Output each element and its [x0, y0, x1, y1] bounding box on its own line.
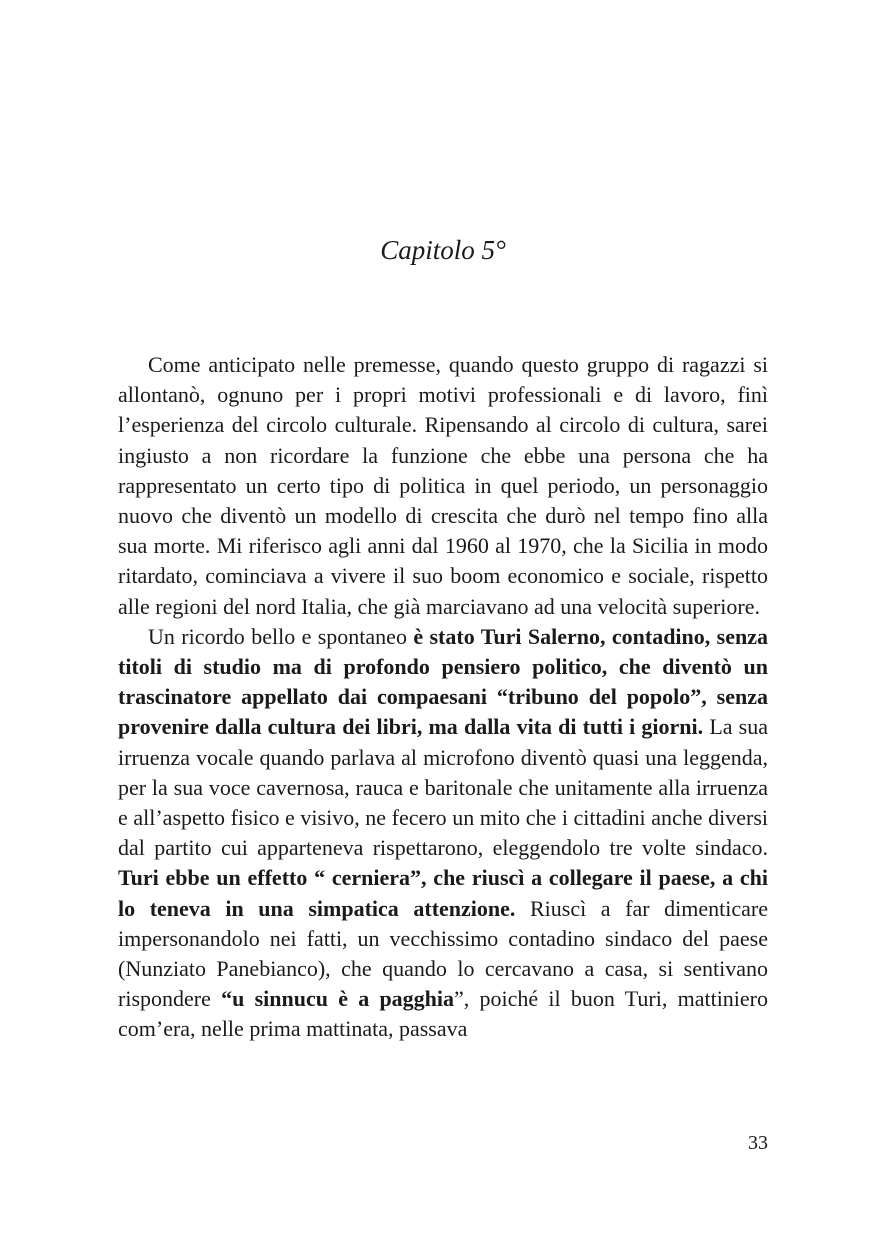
paragraph-2-segment: Un ricordo bello e spontaneo: [148, 623, 414, 649]
page-number: 33: [748, 1132, 768, 1154]
paragraph-2-segment: La sua irruenza vocale quando parlava al microfono diventò quasi una leggenda, per la sua voce cavernosa, rauca e baritonale che unitamente alla irruenza e all’aspetto fisico e visivo, ne fecero un mito che i cittadini anche diversi dal partito cui apparteneva rispettarono, eleggendolo tre volte sindaco.: [118, 714, 768, 861]
paragraph-2-bold-segment: è stato Turi Salerno, contadino, senza titoli di studio ma di profondo pensiero politico, che diventò un trascinatore appellato dai compaesani “tribuno del popolo”, senza provenire dalla cultura dei libri, ma dalla vita di tutti i giorni.: [118, 623, 769, 740]
paragraph-2-bold-segment: “u sinnucu è a pagghia: [221, 986, 455, 1012]
paragraph-2-bold-segment: Turi ebbe un effetto “ cerniera”, che riuscì a collegare il paese, a chi lo teneva in una simpatica attenzione.: [118, 865, 768, 921]
paragraph-2-segment: Riuscì a far dimenticare impersonandolo nei fatti, un vecchissimo contadino sindaco del paese (Nunziato Panebianco), che quando lo cercavano a casa, si sentivano rispondere: [118, 895, 768, 1012]
chapter-title: Capitolo 5°: [380, 235, 506, 265]
body-text: [118, 350, 768, 1045]
paragraph-2-segment: ”, poiché il buon Turi, mattiniero com’era, nelle prima mattinata, passava: [118, 986, 769, 1042]
paragraph-1: Come anticipato nelle premesse, quando questo gruppo di ragazzi si allontanò, ognuno per i propri motivi professionali e di lavoro, finì l’esperienza del circolo culturale. Ripensando al circolo di cultura, sarei ingiusto a non ricordare la funzione che ebbe una persona che ha rappresentato un certo tipo di politica in quel periodo, un personaggio nuovo che diventò un modello di crescita che durò nel tempo fino alla sua morte. Mi riferisco agli anni dal 1960 al 1970, che la Sicilia in modo ritardato, cominciava a vivere il suo boom economico e sociale, rispetto alle regioni del nord Italia, che già marciavano ad una velocità superiore.: [118, 352, 768, 619]
paragraph-2: [118, 622, 768, 1045]
